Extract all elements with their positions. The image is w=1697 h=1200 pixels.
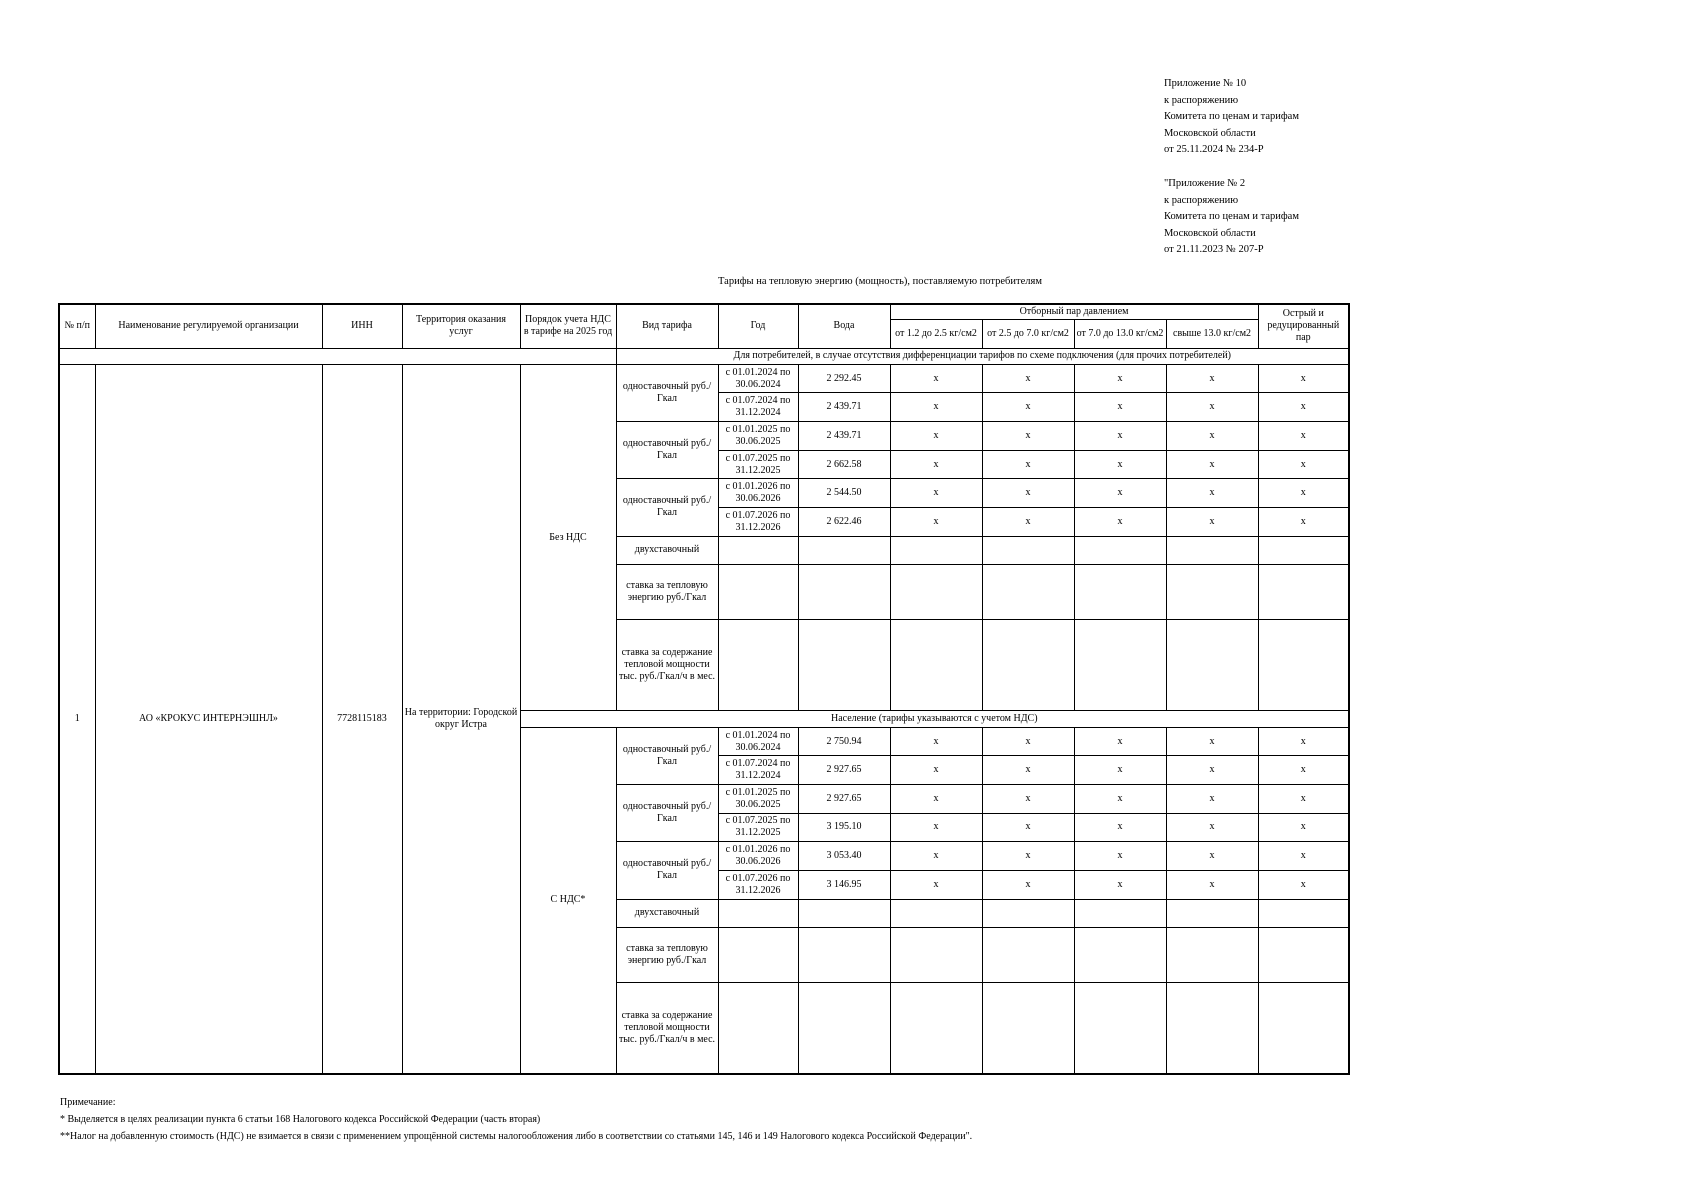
empty-cell [1074, 536, 1166, 565]
empty-cell [798, 983, 890, 1074]
na-mark: x [890, 479, 982, 508]
empty-cell [798, 928, 890, 983]
empty-cell [890, 620, 982, 711]
na-mark: x [982, 479, 1074, 508]
na-mark: x [1166, 727, 1258, 756]
na-mark: x [1074, 393, 1166, 422]
water-value: 2 292.45 [798, 364, 890, 393]
water-value: 3 195.10 [798, 813, 890, 842]
na-mark: x [1258, 393, 1349, 422]
attachment-line: к распоряжению [1164, 94, 1239, 106]
attachment-header [1164, 76, 1299, 159]
na-mark: x [1166, 450, 1258, 479]
na-mark: x [1258, 842, 1349, 871]
period-cell: с 01.07.2025 по 31.12.2025 [718, 450, 798, 479]
na-mark: x [1258, 479, 1349, 508]
attachment-line: от 25.11.2024 № 234-Р [1164, 144, 1264, 155]
energy-rate-label: ставка за тепловую энергию руб./Гкал [616, 928, 718, 983]
empty-cell [718, 928, 798, 983]
empty-cell [718, 536, 798, 565]
note-line: **Налог на добавленную стоимость (НДС) не взимается в связи с применением упрощённой системы налогообложения либо в соответствии со статьями 145, 146 и 149 Налогового кодекса Российской Федерации". [60, 1131, 973, 1142]
na-mark: x [1258, 756, 1349, 785]
empty-cell [718, 983, 798, 1074]
empty-cell [798, 899, 890, 928]
water-value: 2 544.50 [798, 479, 890, 508]
empty-cell [59, 348, 616, 364]
empty-cell [1258, 899, 1349, 928]
empty-cell [982, 620, 1074, 711]
na-mark: x [890, 507, 982, 536]
energy-rate-label: ставка за тепловую энергию руб./Гкал [616, 565, 718, 620]
period-cell: с 01.07.2026 по 31.12.2026 [718, 507, 798, 536]
empty-cell [982, 983, 1074, 1074]
na-mark: x [1166, 785, 1258, 814]
attachment-line: "Приложение № 2 [1164, 178, 1246, 189]
na-mark: x [890, 842, 982, 871]
previous-attachment-header [1164, 176, 1299, 259]
na-mark: x [1166, 507, 1258, 536]
na-mark: x [1166, 842, 1258, 871]
capacity-rate-label: ставка за содержание тепловой мощности тыс. руб./Гкал/ч в мес. [616, 620, 718, 711]
period-cell: с 01.01.2024 по 30.06.2024 [718, 364, 798, 393]
single-rate-label: одноставочный руб./Гкал [616, 842, 718, 899]
na-mark: x [1074, 364, 1166, 393]
empty-cell [718, 620, 798, 711]
empty-cell [798, 620, 890, 711]
na-mark: x [1258, 785, 1349, 814]
header-steam-col: свыше 13.0 кг/см2 [1166, 319, 1258, 348]
single-rate-label: одноставочный руб./Гкал [616, 422, 718, 479]
empty-cell [1166, 899, 1258, 928]
na-mark: x [890, 785, 982, 814]
empty-cell [1258, 536, 1349, 565]
period-cell: с 01.07.2024 по 31.12.2024 [718, 756, 798, 785]
na-mark: x [982, 785, 1074, 814]
org-number: 1 [59, 364, 95, 1074]
vat-label: С НДС* [520, 727, 616, 1074]
org-inn: 7728115183 [322, 364, 402, 1074]
na-mark: x [1166, 756, 1258, 785]
na-mark: x [1074, 756, 1166, 785]
header-steam-col: от 7.0 до 13.0 кг/см2 [1074, 319, 1166, 348]
na-mark: x [890, 813, 982, 842]
single-rate-label: одноставочный руб./Гкал [616, 364, 718, 421]
na-mark: x [1166, 479, 1258, 508]
period-cell: с 01.01.2025 по 30.06.2025 [718, 785, 798, 814]
na-mark: x [982, 422, 1074, 451]
attachment-line: Комитета по ценам и тарифам [1164, 111, 1299, 122]
empty-cell [1166, 565, 1258, 620]
na-mark: x [982, 393, 1074, 422]
single-rate-label: одноставочный руб./Гкал [616, 727, 718, 784]
period-cell: с 01.01.2025 по 30.06.2025 [718, 422, 798, 451]
empty-cell [1074, 928, 1166, 983]
water-value: 2 662.58 [798, 450, 890, 479]
note-line: * Выделяется в целях реализации пункта 6 статьи 168 Налогового кодекса Российской Федерации (часть вторая) [60, 1114, 541, 1125]
capacity-rate-label: ставка за содержание тепловой мощности тыс. руб./Гкал/ч в мес. [616, 983, 718, 1074]
empty-cell [1166, 536, 1258, 565]
empty-cell [982, 928, 1074, 983]
section-other-label: Для потребителей, в случае отсутствия дифференциации тарифов по схеме подключения (для прочих потребителей) [616, 348, 1349, 364]
empty-cell [890, 536, 982, 565]
tariff-row [59, 364, 1349, 393]
na-mark: x [890, 450, 982, 479]
period-cell: с 01.01.2026 по 30.06.2026 [718, 479, 798, 508]
na-mark: x [1258, 813, 1349, 842]
section-row [59, 348, 1349, 364]
na-mark: x [1166, 364, 1258, 393]
notes [60, 1094, 972, 1145]
na-mark: x [1166, 393, 1258, 422]
header-organization: Наименование регулируемой организации [95, 304, 322, 348]
empty-cell [1074, 620, 1166, 711]
empty-cell [798, 536, 890, 565]
header-year: Год [718, 304, 798, 348]
na-mark: x [1258, 450, 1349, 479]
period-cell: с 01.07.2026 по 31.12.2026 [718, 870, 798, 899]
period-cell: с 01.07.2024 по 31.12.2024 [718, 393, 798, 422]
na-mark: x [1258, 364, 1349, 393]
empty-cell [890, 983, 982, 1074]
empty-cell [798, 565, 890, 620]
period-cell: с 01.07.2025 по 31.12.2025 [718, 813, 798, 842]
empty-cell [890, 899, 982, 928]
empty-cell [890, 565, 982, 620]
water-value: 2 439.71 [798, 422, 890, 451]
na-mark: x [1074, 727, 1166, 756]
attachment-line: Московской области [1164, 127, 1256, 139]
period-cell: с 01.01.2024 по 30.06.2024 [718, 727, 798, 756]
attachment-line: от 21.11.2023 № 207-Р [1164, 244, 1264, 255]
na-mark: x [982, 727, 1074, 756]
na-mark: x [1166, 422, 1258, 451]
attachment-line: Комитета по ценам и тарифам [1164, 211, 1299, 222]
na-mark: x [1074, 870, 1166, 899]
water-value: 2 750.94 [798, 727, 890, 756]
na-mark: x [982, 756, 1074, 785]
empty-cell [718, 899, 798, 928]
empty-cell [1258, 565, 1349, 620]
na-mark: x [1074, 785, 1166, 814]
attachment-line: Приложение № 10 [1164, 78, 1247, 89]
document-title: Тарифы на тепловую энергию (мощность), поставляемую потребителям [718, 276, 1042, 287]
attachment-line: к распоряжению [1164, 194, 1239, 206]
attachment-line: Московской области [1164, 227, 1256, 239]
header-tariff-type: Вид тарифа [616, 304, 718, 348]
na-mark: x [1074, 422, 1166, 451]
header-vat-order: Порядок учета НДС в тарифе на 2025 год [520, 304, 616, 348]
vat-label: Без НДС [520, 364, 616, 711]
na-mark: x [982, 364, 1074, 393]
header-steam-col: от 2.5 до 7.0 кг/см2 [982, 319, 1074, 348]
na-mark: x [1166, 813, 1258, 842]
na-mark: x [1074, 813, 1166, 842]
na-mark: x [890, 870, 982, 899]
na-mark: x [982, 450, 1074, 479]
water-value: 3 053.40 [798, 842, 890, 871]
header-water: Вода [798, 304, 890, 348]
na-mark: x [890, 393, 982, 422]
water-value: 2 622.46 [798, 507, 890, 536]
na-mark: x [1166, 870, 1258, 899]
water-value: 3 146.95 [798, 870, 890, 899]
na-mark: x [890, 422, 982, 451]
na-mark: x [1074, 507, 1166, 536]
section-population-label: Население (тарифы указываются с учетом НДС) [520, 711, 1349, 727]
tariff-table [58, 303, 1350, 1075]
empty-cell [718, 565, 798, 620]
header-sharp-steam: Острый и редуцированный пар [1258, 304, 1349, 348]
water-value: 2 927.65 [798, 756, 890, 785]
empty-cell [1166, 928, 1258, 983]
header-steam-group: Отборный пар давлением [890, 304, 1258, 319]
empty-cell [1258, 620, 1349, 711]
empty-cell [890, 928, 982, 983]
header-num: № п/п [59, 304, 95, 348]
na-mark: x [1074, 842, 1166, 871]
notes-heading: Примечание: [60, 1097, 116, 1108]
empty-cell [1074, 983, 1166, 1074]
na-mark: x [1258, 507, 1349, 536]
two-rate-label: двухставочный [616, 899, 718, 928]
empty-cell [1166, 983, 1258, 1074]
na-mark: x [1074, 479, 1166, 508]
empty-cell [982, 899, 1074, 928]
single-rate-label: одноставочный руб./Гкал [616, 785, 718, 842]
empty-cell [982, 565, 1074, 620]
na-mark: x [1258, 727, 1349, 756]
na-mark: x [890, 727, 982, 756]
na-mark: x [982, 842, 1074, 871]
org-name: АО «КРОКУС ИНТЕРНЭШНЛ» [95, 364, 322, 1074]
empty-cell [1074, 899, 1166, 928]
na-mark: x [982, 870, 1074, 899]
na-mark: x [1258, 870, 1349, 899]
two-rate-label: двухставочный [616, 536, 718, 565]
na-mark: x [1258, 422, 1349, 451]
org-territory: На территории: Городской округ Истра [402, 364, 520, 1074]
single-rate-label: одноставочный руб./Гкал [616, 479, 718, 536]
water-value: 2 439.71 [798, 393, 890, 422]
header-steam-col: от 1.2 до 2.5 кг/см2 [890, 319, 982, 348]
header-territory: Территория оказания услуг [402, 304, 520, 348]
empty-cell [1258, 983, 1349, 1074]
na-mark: x [890, 756, 982, 785]
na-mark: x [890, 364, 982, 393]
period-cell: с 01.01.2026 по 30.06.2026 [718, 842, 798, 871]
na-mark: x [982, 813, 1074, 842]
water-value: 2 927.65 [798, 785, 890, 814]
empty-cell [1166, 620, 1258, 711]
header-inn: ИНН [322, 304, 402, 348]
empty-cell [982, 536, 1074, 565]
na-mark: x [982, 507, 1074, 536]
empty-cell [1258, 928, 1349, 983]
na-mark: x [1074, 450, 1166, 479]
empty-cell [1074, 565, 1166, 620]
